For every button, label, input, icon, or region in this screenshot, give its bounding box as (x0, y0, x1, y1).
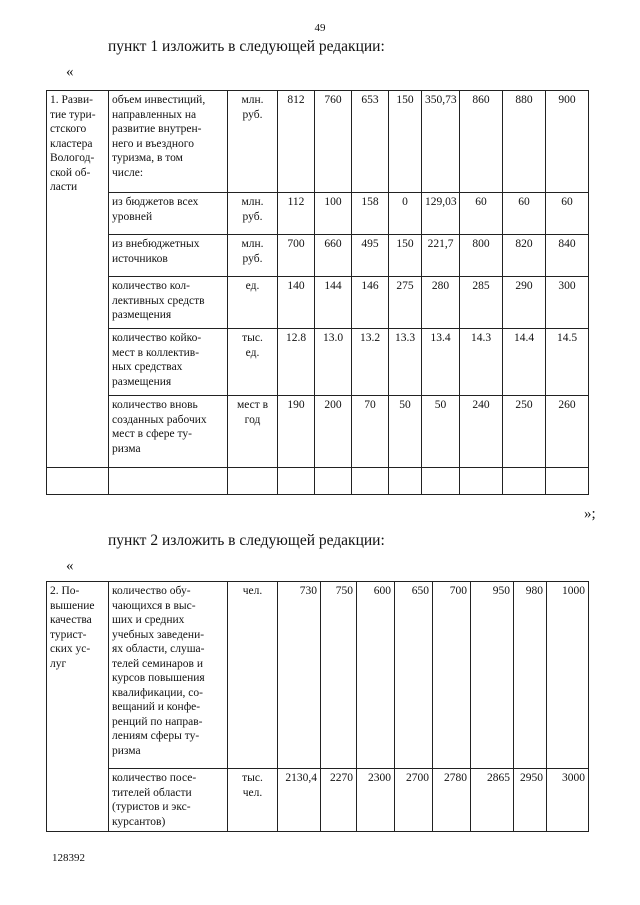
empty-cell (503, 468, 546, 495)
page-number: 49 (314, 22, 326, 34)
value-cell: 158 (352, 193, 389, 235)
opening-quote-2: « (66, 558, 74, 574)
value-cell: 275 (389, 277, 422, 329)
value-cell: 112 (278, 193, 315, 235)
heading-point-1: пункт 1 изложить в следующей редакции: (108, 38, 385, 55)
value-cell: 2700 (395, 769, 433, 832)
value-cell: 3000 (547, 769, 589, 832)
value-cell: 250 (503, 396, 546, 468)
unit-cell: млн. руб. (228, 91, 278, 193)
value-cell: 980 (514, 582, 547, 769)
table-row (47, 277, 589, 329)
empty-cell (315, 468, 352, 495)
value-cell: 60 (503, 193, 546, 235)
value-cell: 150 (389, 91, 422, 193)
indicator-label-cell: количество обу- чающихся в выс- ших и средних учебных заведени- ях области, слуша- телей семинаров и курсов повышения квалификации, со- вещаний и конфе- ренций по направ- лениям сферы ту- ризма (109, 582, 228, 769)
value-cell: 144 (315, 277, 352, 329)
indicator-label-cell: объем инвестиций, направленных на развитие внутрен- него и въездного туризма, в том числе: (109, 91, 228, 193)
empty-cell (228, 468, 278, 495)
table-tourist-services (46, 581, 589, 832)
value-cell: 860 (460, 91, 503, 193)
table-row (47, 396, 589, 468)
value-cell: 260 (546, 396, 589, 468)
empty-cell (389, 468, 422, 495)
empty-cell (352, 468, 389, 495)
empty-cell (109, 468, 228, 495)
value-cell: 600 (357, 582, 395, 769)
empty-cell (47, 468, 109, 495)
unit-cell: ед. (228, 277, 278, 329)
value-cell: 150 (389, 235, 422, 277)
table-row (47, 329, 589, 396)
value-cell: 200 (315, 396, 352, 468)
value-cell: 13.3 (389, 329, 422, 396)
value-cell: 760 (315, 91, 352, 193)
value-cell: 812 (278, 91, 315, 193)
unit-cell: млн. руб. (228, 193, 278, 235)
value-cell: 2300 (357, 769, 395, 832)
value-cell: 70 (352, 396, 389, 468)
value-cell: 290 (503, 277, 546, 329)
value-cell: 13.0 (315, 329, 352, 396)
value-cell: 2865 (471, 769, 514, 832)
value-cell: 146 (352, 277, 389, 329)
value-cell: 660 (315, 235, 352, 277)
value-cell: 800 (460, 235, 503, 277)
value-cell: 13.2 (352, 329, 389, 396)
value-cell: 280 (422, 277, 460, 329)
unit-cell: чел. (228, 582, 278, 769)
value-cell: 240 (460, 396, 503, 468)
value-cell: 900 (546, 91, 589, 193)
value-cell: 700 (433, 582, 471, 769)
value-cell: 950 (471, 582, 514, 769)
value-cell: 221,7 (422, 235, 460, 277)
value-cell: 650 (395, 582, 433, 769)
value-cell: 880 (503, 91, 546, 193)
value-cell: 12.8 (278, 329, 315, 396)
document-code: 128392 (52, 852, 85, 864)
value-cell: 300 (546, 277, 589, 329)
table-row (47, 582, 589, 769)
value-cell: 2130,4 (278, 769, 321, 832)
value-cell: 190 (278, 396, 315, 468)
value-cell: 14.3 (460, 329, 503, 396)
unit-cell: тыс. чел. (228, 769, 278, 832)
value-cell: 14.5 (546, 329, 589, 396)
indicator-label-cell: количество вновь созданных рабочих мест в сфере ту- ризма (109, 396, 228, 468)
indicator-label-cell: из внебюджетных источников (109, 235, 228, 277)
empty-cell (278, 468, 315, 495)
value-cell: 60 (546, 193, 589, 235)
opening-quote-1: « (66, 64, 74, 80)
value-cell: 140 (278, 277, 315, 329)
value-cell: 840 (546, 235, 589, 277)
value-cell: 2780 (433, 769, 471, 832)
value-cell: 730 (278, 582, 321, 769)
table-row (47, 91, 589, 193)
empty-table-row (47, 468, 589, 495)
indicator-label-cell: количество посе- тителей области (туристов и экс- курсантов) (109, 769, 228, 832)
value-cell: 1000 (547, 582, 589, 769)
value-cell: 2950 (514, 769, 547, 832)
table-row (47, 235, 589, 277)
indicator-label-cell: количество кол- лективных средств размещения (109, 277, 228, 329)
value-cell: 2270 (321, 769, 357, 832)
value-cell: 350,73 (422, 91, 460, 193)
empty-cell (422, 468, 460, 495)
section-title-cell: 2. По- вышение качества турист- ских ус- луг (47, 582, 109, 832)
empty-cell (460, 468, 503, 495)
indicator-label-cell: из бюджетов всех уровней (109, 193, 228, 235)
value-cell: 653 (352, 91, 389, 193)
value-cell: 13.4 (422, 329, 460, 396)
table-tourism-cluster (46, 90, 589, 495)
value-cell: 50 (422, 396, 460, 468)
value-cell: 0 (389, 193, 422, 235)
empty-cell (546, 468, 589, 495)
value-cell: 100 (315, 193, 352, 235)
value-cell: 50 (389, 396, 422, 468)
heading-point-2: пункт 2 изложить в следующей редакции: (108, 532, 385, 549)
value-cell: 820 (503, 235, 546, 277)
table-row (47, 193, 589, 235)
value-cell: 495 (352, 235, 389, 277)
indicator-label-cell: количество койко- мест в коллектив- ных средствах размещения (109, 329, 228, 396)
section-title-cell: 1. Разви- тие тури- стского кластера Вологод- ской об- ласти (47, 91, 109, 468)
unit-cell: млн. руб. (228, 235, 278, 277)
closing-quote: »; (584, 506, 596, 522)
value-cell: 60 (460, 193, 503, 235)
table-row (47, 769, 589, 832)
value-cell: 14.4 (503, 329, 546, 396)
unit-cell: мест в год (228, 396, 278, 468)
value-cell: 750 (321, 582, 357, 769)
value-cell: 700 (278, 235, 315, 277)
unit-cell: тыс. ед. (228, 329, 278, 396)
value-cell: 285 (460, 277, 503, 329)
value-cell: 129,03 (422, 193, 460, 235)
